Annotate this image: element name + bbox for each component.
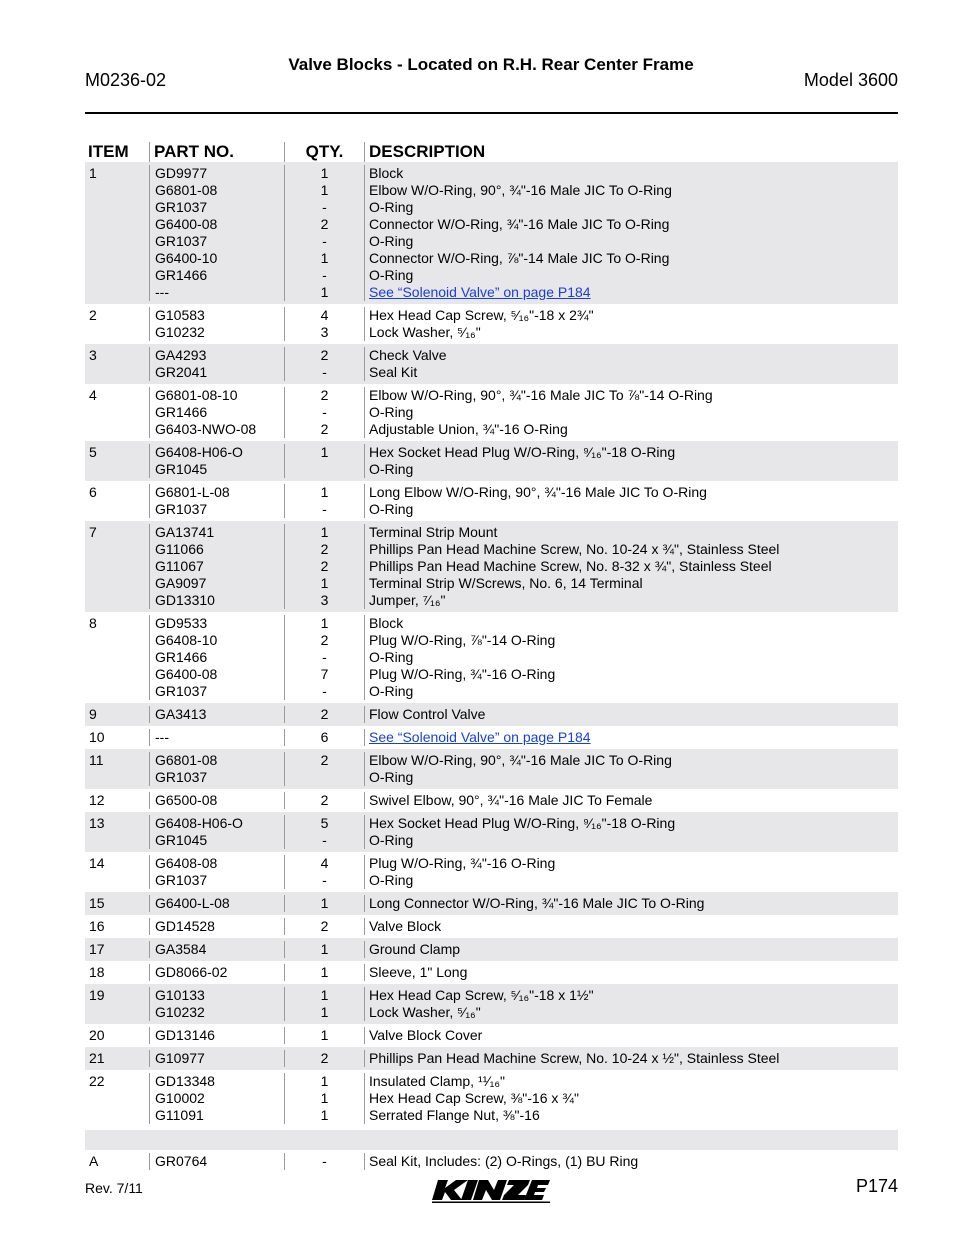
part-number: G6408-H06-O [155,444,243,460]
part-number-cell [149,815,284,849]
table-body [85,162,898,1127]
quantity-cell [284,347,364,381]
part-number-cell [149,347,284,381]
quantity: 2 [320,752,329,768]
description: Plug W/O-Ring, ⅞"-14 O-Ring [369,632,556,648]
description: Valve Block Cover [369,1027,483,1043]
description: Elbow W/O-Ring, 90°, ¾"-16 Male JIC To O-Ring [369,752,672,768]
item-number: 4 [89,387,97,403]
part-number: G11091 [155,1107,204,1123]
quantity: 1 [320,182,329,198]
quantity: - [322,832,327,848]
description: Jumper, ⁷⁄₁₆" [369,592,446,608]
description-cell [364,729,898,746]
table-row [85,789,898,812]
table-row [85,749,898,789]
part-number: GA13741 [155,524,215,540]
description: Phillips Pan Head Machine Screw, No. 8-32 x ¾", Stainless Steel [369,558,772,574]
part-number: GA3413 [155,706,207,722]
parts-table [85,140,898,1173]
part-number-cell [149,918,284,935]
part-number: --- [155,729,169,745]
quantity-cell [284,307,364,341]
quantity: 1 [320,524,329,540]
description: Hex Head Cap Screw, ⁵⁄₁₆"-18 x 2¾" [369,307,594,323]
part-number-cell [149,1073,284,1124]
description: O-Ring [369,649,414,665]
description: O-Ring [369,832,414,848]
quantity: 1 [320,964,329,980]
quantity-cell [284,484,364,518]
description: Seal Kit [369,364,418,380]
quantity: 1 [320,250,329,266]
item-number: 5 [89,444,97,460]
item-number: 22 [89,1073,105,1089]
doc-id: M0236-02 [85,70,167,90]
page-number: P174 [855,1176,898,1196]
quantity: 1 [320,615,329,631]
part-number-cell [149,987,284,1021]
description-cell [364,1050,898,1067]
description: Lock Washer, ⁵⁄₁₆" [369,1004,481,1020]
solenoid-valve-link[interactable]: See “Solenoid Valve” on page P184 [369,729,591,745]
table-row [85,703,898,726]
description: O-Ring [369,199,414,215]
part-number: G6801-L-08 [155,484,230,500]
part-number: G6400-08 [155,216,218,232]
item-number: 9 [89,706,97,722]
part-number-cell [149,615,284,700]
header-description: DESCRIPTION [364,142,898,162]
part-number: G6408-H06-O [155,815,243,831]
item-number: 6 [89,484,97,500]
part-number-cell [149,1027,284,1044]
description: O-Ring [369,267,414,283]
description: Hex Socket Head Plug W/O-Ring, ⁹⁄₁₆"-18 O-Ring [369,815,676,831]
table-row [85,984,898,1024]
description-cell [364,1027,898,1044]
part-number: G6400-L-08 [155,895,230,911]
quantity-cell [284,444,364,478]
kinze-logo [432,1177,550,1203]
quantity: - [322,364,327,380]
part-number-cell [149,752,284,786]
table-row [85,612,898,703]
part-number-cell [149,941,284,958]
part-number: GR2041 [155,364,208,380]
part-number: GD14528 [155,918,215,934]
part-number: G10133 [155,987,205,1003]
model-label: Model 3600 [803,70,898,90]
part-number: GR1466 [155,404,208,420]
quantity-cell [284,615,364,700]
quantity: 1 [320,895,329,911]
description: Hex Socket Head Plug W/O-Ring, ⁹⁄₁₆"-18 O-Ring [369,444,676,460]
table-row [85,344,898,384]
part-number: GR1037 [155,233,208,249]
description: Sleeve, 1" Long [369,964,468,980]
quantity: 5 [320,815,329,831]
quantity [285,769,364,786]
page-title: Valve Blocks - Located on R.H. Rear Center Frame [288,55,694,74]
part-number: G10232 [155,324,205,340]
description-cell [364,895,898,912]
part-number-cell [149,792,284,809]
table-row [85,162,898,304]
part-number: GR1045 [155,832,208,848]
part-number-cell [149,855,284,889]
item-number: 14 [89,855,105,871]
table-row [85,1024,898,1047]
description-cell [364,165,898,301]
item-number: 21 [89,1050,105,1066]
description: Valve Block [369,918,442,934]
quantity: 6 [320,729,329,745]
quantity-cell [284,918,364,935]
quantity-cell [284,165,364,301]
part-number: G6400-08 [155,666,218,682]
part-number-cell [149,387,284,438]
quantity-cell [284,792,364,809]
description-cell [364,524,898,609]
item-number: 12 [89,792,105,808]
description-cell [364,387,898,438]
quantity: 1 [320,444,329,460]
solenoid-valve-link[interactable]: See “Solenoid Valve” on page P184 [369,284,591,300]
part-number-cell [149,165,284,301]
description: O-Ring [369,404,414,420]
quantity: - [322,233,327,249]
part-number: G10977 [155,1050,205,1066]
quantity-cell [284,987,364,1021]
description: Insulated Clamp, ¹¹⁄₁₆" [369,1073,505,1089]
description: Swivel Elbow, 90°, ¾"-16 Male JIC To Female [369,792,653,808]
description: Block [369,615,404,631]
description-cell [364,347,898,381]
description: Connector W/O-Ring, ⅞"-14 Male JIC To O-Ring [369,250,670,266]
part-number: G6400-10 [155,250,218,266]
description: Connector W/O-Ring, ¾"-16 Male JIC To O-Ring [369,216,670,232]
part-number-cell [149,964,284,981]
quantity-cell [284,855,364,889]
item-number: 19 [89,987,105,1003]
description: O-Ring [369,769,414,785]
part-number: GD8066-02 [155,964,228,980]
part-number-cell [149,524,284,609]
table-row [85,304,898,344]
quantity: - [322,1153,327,1169]
part-number: GA3584 [155,941,207,957]
quantity: - [322,649,327,665]
quantity: - [322,404,327,420]
item-number: A [89,1153,99,1169]
description-cell [364,444,898,478]
quantity-cell [284,1027,364,1044]
item-number: 7 [89,524,97,540]
item-number: 8 [89,615,97,631]
quantity: - [322,683,327,699]
item-number: 18 [89,964,105,980]
part-number: GR1037 [155,199,208,215]
quantity: 2 [320,387,329,403]
quantity-cell [284,941,364,958]
description: Block [369,165,404,181]
header-part-no: PART NO. [149,142,284,162]
part-number: G6403-NWO-08 [155,421,257,437]
quantity-cell [284,1073,364,1124]
description: Ground Clamp [369,941,461,957]
part-number: GD13310 [155,592,215,608]
part-number: GD13146 [155,1027,215,1043]
table-row [85,1070,898,1127]
quantity: 1 [320,1004,329,1020]
quantity: 2 [320,216,329,232]
item-number: 17 [89,941,105,957]
description: Hex Head Cap Screw, ⁵⁄₁₆"-18 x 1½" [369,987,594,1003]
quantity-cell [284,729,364,746]
description-cell [364,484,898,518]
table-row [85,915,898,938]
description: Lock Washer, ⁵⁄₁₆" [369,324,481,340]
description-cell [364,987,898,1021]
description-cell [364,615,898,700]
quantity-cell [284,1050,364,1067]
quantity: 2 [320,558,329,574]
quantity: 2 [320,918,329,934]
part-number: G6500-08 [155,792,218,808]
table-row [85,812,898,852]
part-number: GR1037 [155,872,208,888]
quantity: 3 [320,592,329,608]
description-cell [364,706,898,723]
description: O-Ring [369,683,414,699]
quantity: 4 [320,307,329,323]
part-number: G6408-08 [155,855,218,871]
quantity: - [322,501,327,517]
description-cell [364,1073,898,1124]
quantity: 1 [320,165,329,181]
description-cell [364,918,898,935]
part-number: GD13348 [155,1073,215,1089]
table-header [85,140,898,162]
item-number: 1 [89,165,97,181]
quantity: - [322,199,327,215]
quantity-cell [284,752,364,786]
description: Terminal Strip Mount [369,524,498,540]
item-number: 15 [89,895,105,911]
quantity: 1 [320,987,329,1003]
description: Check Valve [369,347,447,363]
quantity: 7 [320,666,329,682]
table-row [85,1150,898,1173]
part-number: G6801-08 [155,752,218,768]
description: O-Ring [369,872,414,888]
part-number: G6801-08 [155,182,218,198]
part-number-cell [149,1050,284,1067]
part-number: GD9977 [155,165,208,181]
part-number-cell [149,1153,284,1170]
part-number: GD9533 [155,615,208,631]
quantity [285,461,364,478]
description: O-Ring [369,461,414,477]
description-cell [364,1153,898,1170]
table-row [85,1047,898,1070]
description-cell [364,792,898,809]
description: Adjustable Union, ¾"-16 O-Ring [369,421,568,437]
table-row [85,961,898,984]
part-number: GR1037 [155,769,208,785]
item-number: 16 [89,918,105,934]
part-number: G6408-10 [155,632,218,648]
quantity: 1 [320,575,329,591]
quantity: 1 [320,284,329,300]
description: O-Ring [369,501,414,517]
quantity: 1 [320,941,329,957]
header-rule [85,112,898,114]
part-number: GR1037 [155,683,208,699]
quantity: 1 [320,1107,329,1123]
quantity: 2 [320,706,329,722]
quantity: 1 [320,1090,329,1106]
part-number-cell [149,706,284,723]
description: Flow Control Valve [369,706,486,722]
part-number: GA9097 [155,575,207,591]
item-number: 10 [89,729,105,745]
table-row [85,521,898,612]
part-number: G10583 [155,307,205,323]
description: Long Connector W/O-Ring, ¾"-16 Male JIC To O-Ring [369,895,705,911]
quantity: 2 [320,541,329,557]
part-number: GR1045 [155,461,208,477]
description: Plug W/O-Ring, ¾"-16 O-Ring [369,666,556,682]
quantity-cell [284,706,364,723]
description: Long Elbow W/O-Ring, 90°, ¾"-16 Male JIC To O-Ring [369,484,707,500]
item-number: 11 [89,752,104,768]
item-number: 3 [89,347,97,363]
part-number-cell [149,307,284,341]
quantity: 2 [320,347,329,363]
quantity-cell [284,964,364,981]
revision-label: Rev. 7/11 [85,1180,143,1196]
quantity: 3 [320,324,329,340]
part-number: G6801-08-10 [155,387,238,403]
description: Elbow W/O-Ring, 90°, ¾"-16 Male JIC To ⅞"-14 O-Ring [369,387,713,403]
table-extra-body [85,1150,898,1173]
description-cell [364,941,898,958]
part-number: G11066 [155,541,204,557]
description: Phillips Pan Head Machine Screw, No. 10-24 x ¾", Stainless Steel [369,541,780,557]
table-row [85,726,898,749]
description: Phillips Pan Head Machine Screw, No. 10-24 x ½", Stainless Steel [369,1050,780,1066]
description: Hex Head Cap Screw, ⅜"-16 x ¾" [369,1090,579,1106]
quantity-cell [284,815,364,849]
quantity-cell [284,895,364,912]
description-cell [364,752,898,786]
quantity: 2 [320,632,329,648]
part-number: G10232 [155,1004,205,1020]
table-row [85,938,898,961]
quantity: - [322,872,327,888]
table-row [85,852,898,892]
table-row [85,384,898,441]
table-row [85,481,898,521]
part-number: G11067 [155,558,204,574]
table-row [85,441,898,481]
description-cell [364,855,898,889]
header-item: ITEM [88,142,129,161]
quantity-cell [284,1153,364,1170]
quantity-cell [284,387,364,438]
quantity-cell [284,524,364,609]
description-cell [364,307,898,341]
part-number: GR1466 [155,267,208,283]
part-number: GA4293 [155,347,207,363]
description: Seal Kit, Includes: (2) O-Rings, (1) BU Ring [369,1153,639,1169]
part-number-cell [149,729,284,746]
description: O-Ring [369,233,414,249]
part-number-cell [149,484,284,518]
item-number: 2 [89,307,97,323]
part-number: GR0764 [155,1153,208,1169]
description-cell [364,815,898,849]
quantity: 1 [320,1027,329,1043]
description: Elbow W/O-Ring, 90°, ¾"-16 Male JIC To O-Ring [369,182,672,198]
item-number: 13 [89,815,105,831]
quantity: 1 [320,1073,329,1089]
part-number-cell [149,895,284,912]
quantity: 2 [320,792,329,808]
description-cell [364,964,898,981]
quantity: 2 [320,1050,329,1066]
item-number: 20 [89,1027,105,1043]
description: Plug W/O-Ring, ¾"-16 O-Ring [369,855,556,871]
part-number: G10002 [155,1090,205,1106]
quantity: 1 [320,484,329,500]
description: Serrated Flange Nut, ⅜"-16 [369,1107,540,1123]
table-row [85,892,898,915]
quantity: 2 [320,421,329,437]
part-number: GR1037 [155,501,208,517]
table-spacer-row [85,1130,898,1150]
description: Terminal Strip W/Screws, No. 6, 14 Terminal [369,575,643,591]
header-qty: QTY. [284,142,364,162]
quantity: 4 [320,855,329,871]
part-number: GR1466 [155,649,208,665]
quantity: - [322,267,327,283]
part-number: --- [155,284,169,300]
part-number-cell [149,444,284,478]
